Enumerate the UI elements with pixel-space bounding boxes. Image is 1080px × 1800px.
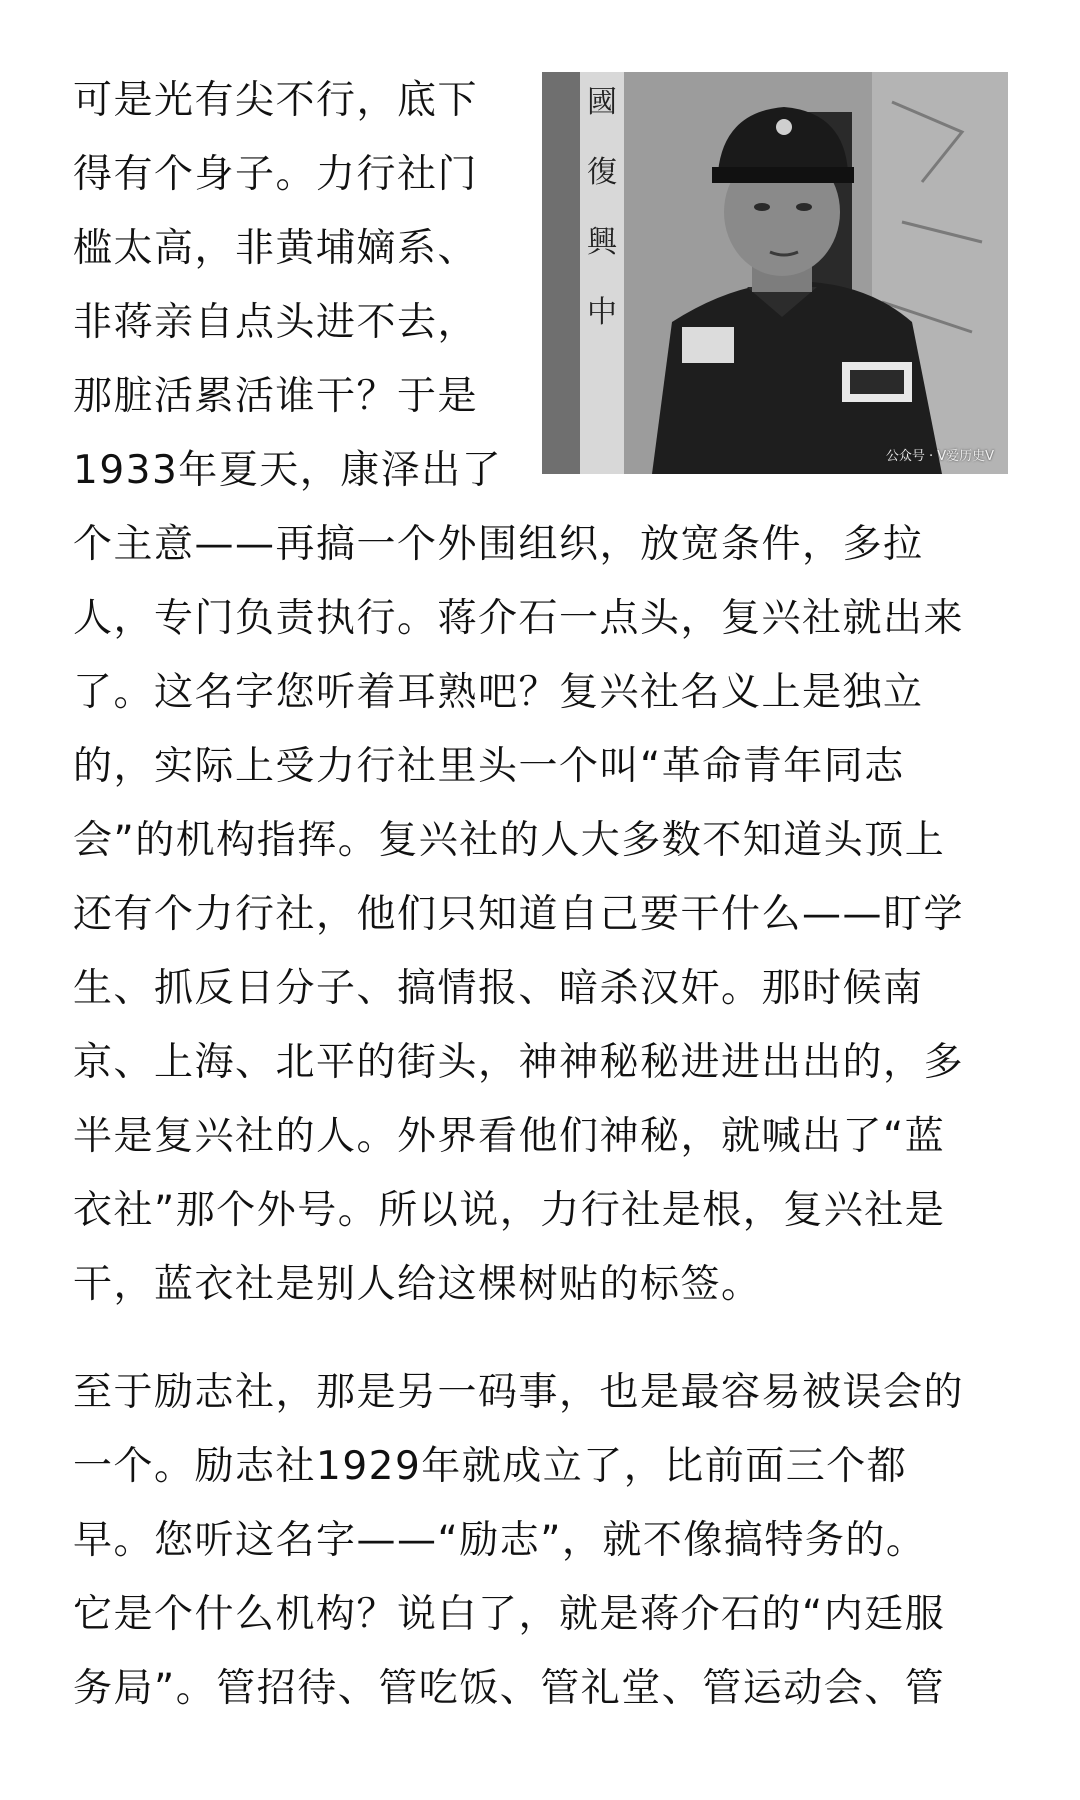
text-line: 1933年夏天，康泽出了	[73, 448, 503, 493]
text-line: 了。这名字您听着耳熟吧？复兴社名义上是独立	[73, 670, 924, 715]
svg-text:興: 興	[587, 225, 617, 260]
text-line: 可是光有尖不行，底下	[73, 78, 479, 123]
text-line: 衣社”那个外号。所以说，力行社是根，复兴社是	[73, 1188, 946, 1233]
paragraph-1	[73, 64, 1007, 1322]
paragraph-2	[73, 1356, 1007, 1726]
text-line: 非蒋亲自点头进不去，	[73, 300, 479, 345]
text-line: 务局”。管招待、管吃饭、管礼堂、管运动会、管	[73, 1666, 946, 1711]
text-line: 人，专门负责执行。蒋介石一点头，复兴社就出来	[73, 596, 965, 641]
svg-text:復: 復	[587, 155, 617, 190]
svg-text:中: 中	[587, 295, 617, 330]
text-line: 一个。励志社1929年就成立了，比前面三个都	[73, 1444, 908, 1489]
text-line: 槛太高，非黄埔嫡系、	[73, 226, 479, 271]
watermark-text: 公众号 · V爱历史V	[885, 449, 994, 464]
text-line: 半是复兴社的人。外界看他们神秘，就喊出了“蓝	[73, 1114, 946, 1159]
text-line: 京、上海、北平的街头，神神秘秘进进出出的，多	[73, 1040, 965, 1085]
text-line: 它是个什么机构？说白了，就是蒋介石的“内廷服	[73, 1592, 946, 1637]
text-line: 至于励志社，那是另一码事，也是最容易被误会的	[73, 1370, 965, 1415]
svg-text:國: 國	[587, 85, 617, 120]
text-line: 还有个力行社，他们只知道自己要干什么——盯学	[73, 892, 965, 937]
text-line: 个主意——再搞一个外围组织，放宽条件，多拉	[73, 522, 924, 567]
text-line: 会”的机构指挥。复兴社的人大多数不知道头顶上	[73, 818, 946, 863]
text-line: 早。您听这名字——“励志”，就不像搞特务的。	[73, 1518, 927, 1563]
text-line: 得有个身子。力行社门	[73, 152, 479, 197]
text-line: 干，蓝衣社是别人给这棵树贴的标签。	[73, 1262, 762, 1307]
text-line: 生、抓反日分子、搞情报、暗杀汉奸。那时候南	[73, 966, 924, 1011]
text-line: 的，实际上受力行社里头一个叫“革命青年同志	[73, 744, 905, 789]
text-line: 那脏活累活谁干？于是	[73, 374, 479, 419]
